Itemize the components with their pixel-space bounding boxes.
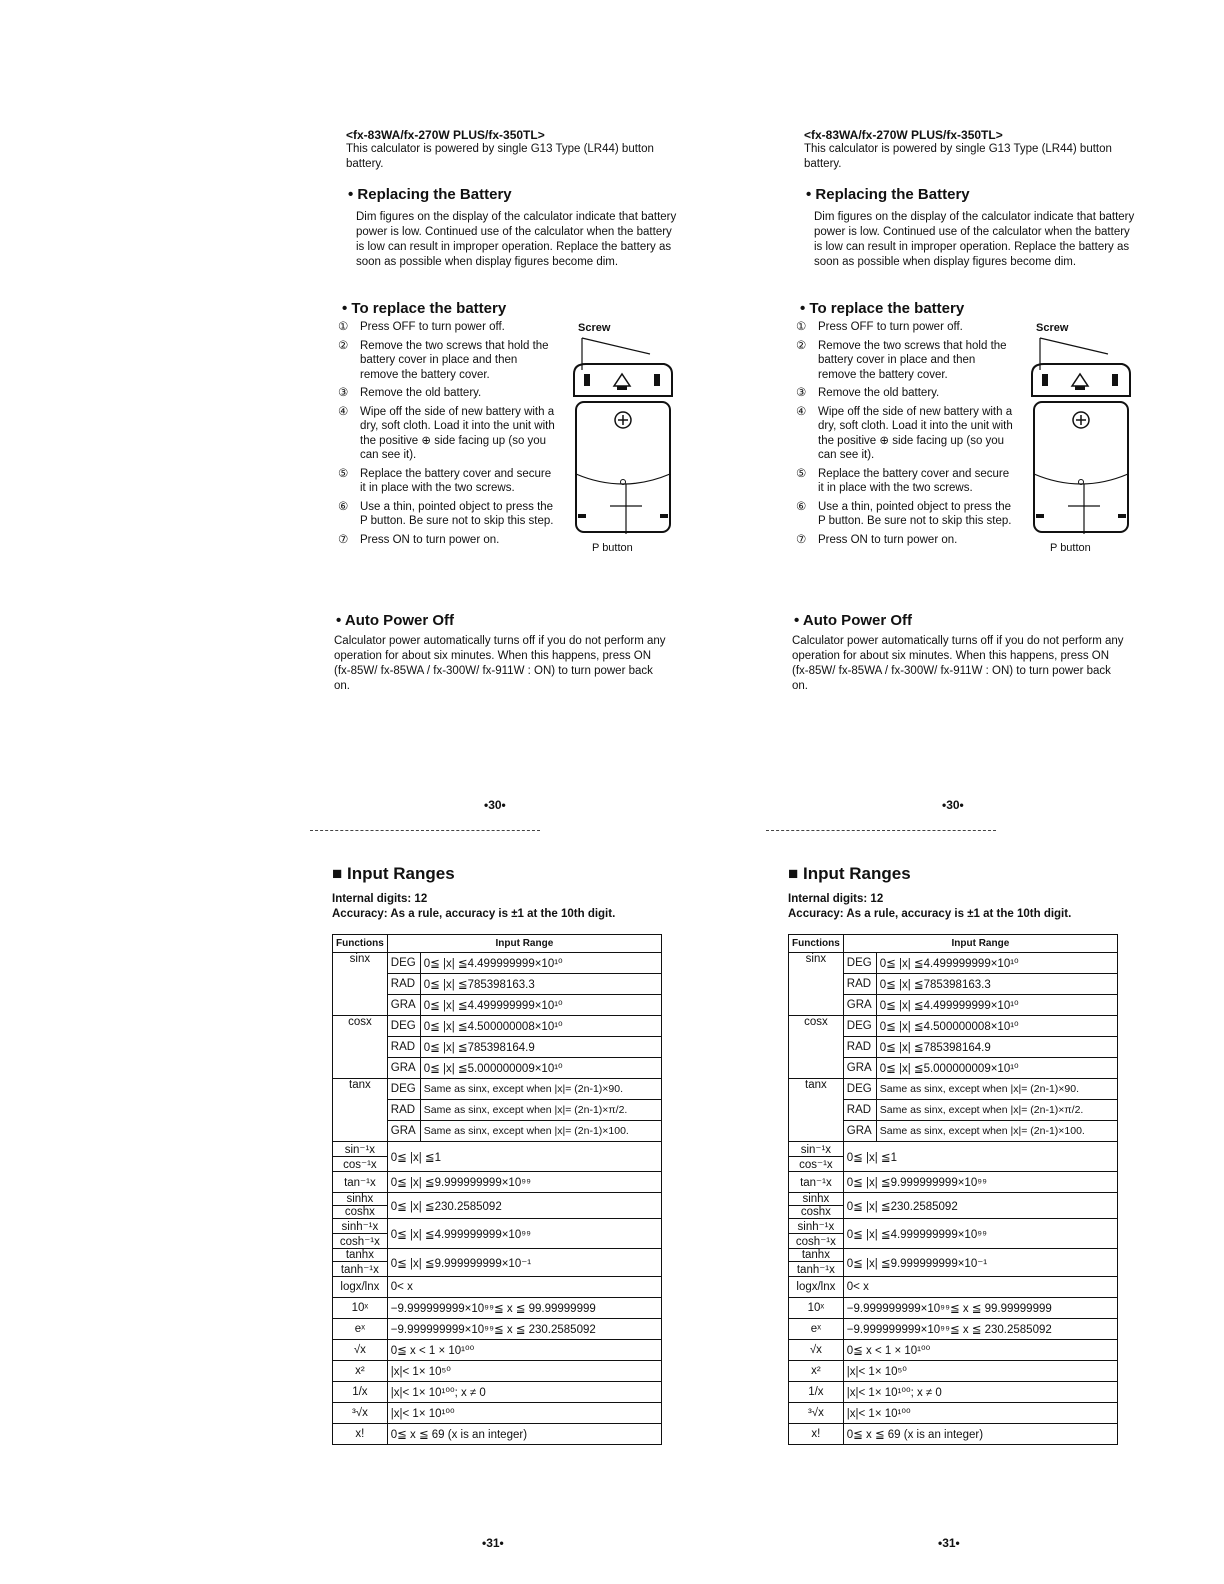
function-name: x²: [355, 1365, 365, 1377]
range-cell: 0≦ |x| ≦230.2585092: [387, 1193, 661, 1219]
range-cell: 0≦ |x| ≦9.999999999×10⁹⁹: [387, 1172, 661, 1193]
table-row: [789, 953, 1118, 974]
range-cell: 0≦ |x| ≦5.000000009×10¹⁰: [420, 1058, 661, 1079]
table-row: [333, 1403, 662, 1424]
table-row: [333, 1193, 662, 1219]
function-cell: [789, 1277, 844, 1298]
ranges-page: [788, 864, 1128, 1564]
step-item: ⑥ Use a thin, pointed object to press the P button. Be sure not to skip this step.: [796, 500, 1012, 527]
range-cell: 0≦ |x| ≦4.999999999×10⁹⁹: [843, 1219, 1117, 1249]
step-item: ① Press OFF to turn power off.: [338, 321, 505, 333]
function-name: x²: [811, 1365, 821, 1377]
mode-cell: RAD: [843, 1037, 876, 1058]
function-cell: [333, 1319, 388, 1340]
function-name: eˣ: [354, 1323, 365, 1335]
p-button-label: P button: [1050, 542, 1091, 554]
function-name: ³√x: [807, 1407, 824, 1419]
function-cell: [333, 1249, 388, 1277]
table-row: [333, 1172, 662, 1193]
table-row: [789, 1382, 1118, 1403]
mode-cell: GRA: [843, 1058, 876, 1079]
battery-page: [334, 128, 706, 828]
step-item: ④ Wipe off the side of new battery with a dry, soft cloth. Load it into the unit with the positive ⊕ side facing up (so you can see it).: [796, 405, 1013, 461]
range-cell: 0≦ |x| ≦4.500000008×10¹⁰: [420, 1016, 661, 1037]
function-name: cosh⁻¹x: [789, 1233, 843, 1248]
function-name: sin⁻¹x: [800, 1144, 832, 1156]
page-number-30: •30•: [484, 798, 506, 812]
mode-cell: DEG: [387, 1016, 420, 1037]
range-cell: 0≦ |x| ≦785398164.9: [420, 1037, 661, 1058]
accuracy-text: Accuracy: As a rule, accuracy is ±1 at the 10th digit.: [788, 908, 1072, 920]
table-row: [333, 1424, 662, 1445]
function-cell: [333, 1277, 388, 1298]
input-ranges-table: [332, 934, 662, 1445]
function-cell: [333, 1361, 388, 1382]
range-cell: 0≦ x ≦ 69 (x is an integer): [387, 1424, 661, 1445]
function-cell: tanx: [789, 1079, 844, 1142]
mode-cell: RAD: [387, 1037, 420, 1058]
table-row: [789, 1424, 1118, 1445]
function-cell: [789, 1319, 844, 1340]
intro-text: This calculator is powered by single G13 Type (LR44) button battery.: [346, 143, 654, 170]
range-cell: −9.999999999×10⁹⁹≦ x ≦ 230.2585092: [843, 1319, 1117, 1340]
range-cell: 0≦ |x| ≦4.499999999×10¹⁰: [876, 953, 1117, 974]
table-row: [333, 1142, 662, 1172]
range-cell: Same as sinx, except when |x|= (2n-1)×90.: [420, 1079, 661, 1100]
step-item: ⑦ Press ON to turn power on.: [796, 533, 958, 546]
function-cell: [789, 1382, 844, 1403]
range-cell: 0≦ x < 1 × 10¹⁰⁰: [387, 1340, 661, 1361]
table-row: [789, 1249, 1118, 1277]
mode-cell: GRA: [387, 1121, 420, 1142]
col-input-range: Input Range: [387, 935, 661, 953]
replacing-heading: • Replacing the Battery: [348, 186, 512, 203]
mode-cell: RAD: [387, 1100, 420, 1121]
range-cell: −9.999999999×10⁹⁹≦ x ≦ 99.99999999: [387, 1298, 661, 1319]
mode-cell: GRA: [387, 995, 420, 1016]
replacing-text: Dim figures on the display of the calculator indicate that battery power is low. Continued use of the calculator when the battery is low can result in improper operation. Replace the battery as soon as possible when display figures become dim.: [356, 211, 677, 268]
fold-line: [310, 830, 540, 831]
table-row: [333, 1016, 662, 1037]
function-name: √x: [353, 1344, 366, 1356]
table-header-row: [789, 935, 1118, 953]
range-cell: 0< x: [387, 1277, 661, 1298]
range-cell: 0≦ |x| ≦4.499999999×10¹⁰: [876, 995, 1117, 1016]
function-cell: sinx: [333, 953, 388, 1016]
to-replace-heading: • To replace the battery: [800, 300, 965, 317]
function-name: 1/x: [352, 1386, 368, 1398]
range-cell: |x|< 1× 10¹⁰⁰; x ≠ 0: [387, 1382, 661, 1403]
function-name: coshx: [333, 1205, 387, 1218]
function-cell: [333, 1298, 388, 1319]
mode-cell: DEG: [843, 1016, 876, 1037]
function-cell: [333, 1340, 388, 1361]
step-item: ⑥ Use a thin, pointed object to press the P button. Be sure not to skip this step.: [338, 500, 554, 527]
function-cell: [333, 1219, 388, 1249]
function-name: tanh⁻¹x: [789, 1261, 843, 1276]
function-name: tanh⁻¹x: [333, 1261, 387, 1276]
mode-cell: RAD: [387, 974, 420, 995]
table-row: [333, 1382, 662, 1403]
mode-cell: DEG: [843, 1079, 876, 1100]
step-item: ② Remove the two screws that hold the battery cover in place and then remove the battery cover.: [796, 339, 1007, 381]
auto-off-heading: • Auto Power Off: [336, 612, 455, 629]
table-row: [333, 1340, 662, 1361]
function-cell: [789, 1142, 844, 1172]
page-number-30: •30•: [942, 798, 964, 812]
function-name: ³√x: [351, 1407, 368, 1419]
range-cell: |x|< 1× 10⁵⁰: [387, 1361, 661, 1382]
table-row: [333, 1079, 662, 1100]
table-row: [789, 1277, 1118, 1298]
function-cell: [333, 1424, 388, 1445]
page-number-31: •31•: [482, 1536, 504, 1550]
function-cell: [333, 1403, 388, 1424]
mode-cell: RAD: [843, 974, 876, 995]
range-cell: 0≦ |x| ≦1: [387, 1142, 661, 1172]
table-row: [789, 1298, 1118, 1319]
function-cell: cosx: [789, 1016, 844, 1079]
range-cell: 0≦ |x| ≦4.999999999×10⁹⁹: [387, 1219, 661, 1249]
col-functions: Functions: [333, 935, 388, 953]
mode-cell: GRA: [843, 995, 876, 1016]
function-name: tanhx: [801, 1249, 830, 1261]
function-cell: [333, 1172, 388, 1193]
internal-digits: Internal digits: 12: [788, 893, 884, 905]
step-item: ⑦ Press ON to turn power on.: [338, 533, 500, 546]
table-row: [789, 1219, 1118, 1249]
range-cell: 0≦ |x| ≦785398163.3: [420, 974, 661, 995]
table-row: [789, 1142, 1118, 1172]
range-cell: |x|< 1× 10¹⁰⁰: [387, 1403, 661, 1424]
table-row: [333, 1249, 662, 1277]
input-ranges-table: [788, 934, 1118, 1445]
steps-list: [796, 320, 1016, 551]
page-number-31: •31•: [938, 1536, 960, 1550]
table-row: [789, 1340, 1118, 1361]
col-input-range: Input Range: [843, 935, 1117, 953]
step-item: ③ Remove the old battery.: [338, 387, 482, 399]
auto-off-text: Calculator power automatically turns off if you do not perform any operation for about six minutes. When this happens, press ON (fx-85W/ fx-85WA / fx-300W/ fx-911W : ON) to turn power back on.: [792, 635, 1124, 692]
range-cell: 0≦ |x| ≦9.999999999×10⁻¹: [843, 1249, 1117, 1277]
function-name: sinh⁻¹x: [797, 1221, 835, 1233]
function-name: cos⁻¹x: [333, 1156, 387, 1171]
range-cell: 0≦ x < 1 × 10¹⁰⁰: [843, 1340, 1117, 1361]
function-name: eˣ: [810, 1323, 821, 1335]
function-cell: [789, 1424, 844, 1445]
function-name: cos⁻¹x: [789, 1156, 843, 1171]
range-cell: |x|< 1× 10¹⁰⁰: [843, 1403, 1117, 1424]
table-row: [333, 1277, 662, 1298]
function-name: tanhx: [345, 1249, 374, 1261]
ranges-page: [332, 864, 672, 1564]
range-cell: 0≦ |x| ≦4.500000008×10¹⁰: [876, 1016, 1117, 1037]
range-cell: −9.999999999×10⁹⁹≦ x ≦ 230.2585092: [387, 1319, 661, 1340]
table-row: [333, 953, 662, 974]
mode-cell: GRA: [387, 1058, 420, 1079]
replacing-heading: • Replacing the Battery: [806, 186, 970, 203]
step-item: ④ Wipe off the side of new battery with a dry, soft cloth. Load it into the unit with the positive ⊕ side facing up (so you can see it).: [338, 405, 555, 461]
col-functions: Functions: [789, 935, 844, 953]
table-row: [789, 1403, 1118, 1424]
range-cell: 0≦ |x| ≦4.499999999×10¹⁰: [420, 995, 661, 1016]
range-cell: 0≦ |x| ≦785398163.3: [876, 974, 1117, 995]
mode-cell: DEG: [843, 953, 876, 974]
fold-line: [766, 830, 996, 831]
range-cell: 0≦ |x| ≦9.999999999×10⁻¹: [387, 1249, 661, 1277]
function-cell: [789, 1298, 844, 1319]
function-cell: [789, 1361, 844, 1382]
accuracy-text: Accuracy: As a rule, accuracy is ±1 at the 10th digit.: [332, 908, 616, 920]
function-name: tan⁻¹x: [800, 1177, 832, 1189]
function-cell: [789, 1340, 844, 1361]
range-cell: 0≦ |x| ≦230.2585092: [843, 1193, 1117, 1219]
step-item: ① Press OFF to turn power off.: [796, 321, 963, 333]
function-name: √x: [809, 1344, 822, 1356]
function-name: cosh⁻¹x: [333, 1233, 387, 1248]
function-name: x!: [811, 1428, 821, 1440]
step-item: ⑤ Replace the battery cover and secure it in place with the two screws.: [338, 467, 552, 494]
function-cell: cosx: [333, 1016, 388, 1079]
auto-off-text: Calculator power automatically turns off if you do not perform any operation for about six minutes. When this happens, press ON (fx-85W/ fx-85WA / fx-300W/ fx-911W : ON) to turn power back on.: [334, 635, 666, 692]
table-row: [789, 1361, 1118, 1382]
range-cell: |x|< 1× 10¹⁰⁰; x ≠ 0: [843, 1382, 1117, 1403]
function-cell: [789, 1249, 844, 1277]
battery-diagram: [570, 322, 680, 562]
battery-diagram: [1028, 322, 1138, 562]
step-item: ② Remove the two screws that hold the battery cover in place and then remove the battery cover.: [338, 339, 549, 381]
function-cell: tanx: [333, 1079, 388, 1142]
table-row: [333, 1219, 662, 1249]
function-name: 10ˣ: [351, 1302, 369, 1314]
mode-cell: DEG: [387, 953, 420, 974]
steps-list: [338, 320, 558, 551]
calculator-back-icon: [1028, 334, 1138, 559]
function-name: 1/x: [808, 1386, 824, 1398]
table-header-row: [333, 935, 662, 953]
function-name: sinhx: [346, 1193, 374, 1205]
range-cell: Same as sinx, except when |x|= (2n-1)×π/2.: [876, 1100, 1117, 1121]
function-name: sinhx: [802, 1193, 830, 1205]
function-name: sin⁻¹x: [344, 1144, 376, 1156]
screw-label: Screw: [1036, 322, 1069, 334]
range-cell: 0≦ |x| ≦1: [843, 1142, 1117, 1172]
function-cell: [333, 1382, 388, 1403]
range-cell: |x|< 1× 10⁵⁰: [843, 1361, 1117, 1382]
range-cell: 0≦ x ≦ 69 (x is an integer): [843, 1424, 1117, 1445]
step-item: ③ Remove the old battery.: [796, 387, 940, 399]
function-name: logx/lnx: [796, 1281, 836, 1293]
model-list: <fx-83WA/fx-270W PLUS/fx-350TL>: [346, 128, 545, 142]
calculator-back-icon: [570, 334, 680, 559]
range-cell: 0≦ |x| ≦5.000000009×10¹⁰: [876, 1058, 1117, 1079]
range-cell: Same as sinx, except when |x|= (2n-1)×π/2.: [420, 1100, 661, 1121]
internal-digits: Internal digits: 12: [332, 893, 428, 905]
mode-cell: RAD: [843, 1100, 876, 1121]
function-name: logx/lnx: [340, 1281, 380, 1293]
range-cell: Same as sinx, except when |x|= (2n-1)×100.: [420, 1121, 661, 1142]
function-cell: [333, 1193, 388, 1219]
function-name: sinh⁻¹x: [341, 1221, 379, 1233]
range-cell: 0≦ |x| ≦9.999999999×10⁹⁹: [843, 1172, 1117, 1193]
function-cell: sinx: [789, 953, 844, 1016]
table-row: [789, 1172, 1118, 1193]
mode-cell: GRA: [843, 1121, 876, 1142]
range-cell: Same as sinx, except when |x|= (2n-1)×100.: [876, 1121, 1117, 1142]
auto-off-heading: • Auto Power Off: [794, 612, 913, 629]
range-cell: 0≦ |x| ≦785398164.9: [876, 1037, 1117, 1058]
battery-page: [792, 128, 1164, 828]
table-row: [333, 1319, 662, 1340]
input-ranges-heading: ■ Input Ranges: [788, 864, 911, 883]
function-name: tan⁻¹x: [344, 1177, 376, 1189]
function-cell: [333, 1142, 388, 1172]
table-row: [789, 1016, 1118, 1037]
function-cell: [789, 1219, 844, 1249]
function-name: coshx: [789, 1205, 843, 1218]
screw-label: Screw: [578, 322, 611, 334]
replacing-text: Dim figures on the display of the calculator indicate that battery power is low. Continued use of the calculator when the battery is low can result in improper operation. Replace the battery as soon as possible when display figures become dim.: [814, 211, 1135, 268]
range-cell: Same as sinx, except when |x|= (2n-1)×90.: [876, 1079, 1117, 1100]
table-row: [333, 1298, 662, 1319]
mode-cell: DEG: [387, 1079, 420, 1100]
range-cell: 0≦ |x| ≦4.499999999×10¹⁰: [420, 953, 661, 974]
function-cell: [789, 1403, 844, 1424]
table-row: [789, 1319, 1118, 1340]
intro-text: This calculator is powered by single G13 Type (LR44) button battery.: [804, 143, 1112, 170]
input-ranges-heading: ■ Input Ranges: [332, 864, 455, 883]
to-replace-heading: • To replace the battery: [342, 300, 507, 317]
p-button-label: P button: [592, 542, 633, 554]
table-row: [333, 1361, 662, 1382]
table-row: [789, 1193, 1118, 1219]
function-name: x!: [355, 1428, 365, 1440]
function-name: 10ˣ: [807, 1302, 825, 1314]
model-list: <fx-83WA/fx-270W PLUS/fx-350TL>: [804, 128, 1003, 142]
step-item: ⑤ Replace the battery cover and secure it in place with the two screws.: [796, 467, 1010, 494]
range-cell: 0< x: [843, 1277, 1117, 1298]
function-cell: [789, 1193, 844, 1219]
function-cell: [789, 1172, 844, 1193]
table-row: [789, 1079, 1118, 1100]
range-cell: −9.999999999×10⁹⁹≦ x ≦ 99.99999999: [843, 1298, 1117, 1319]
